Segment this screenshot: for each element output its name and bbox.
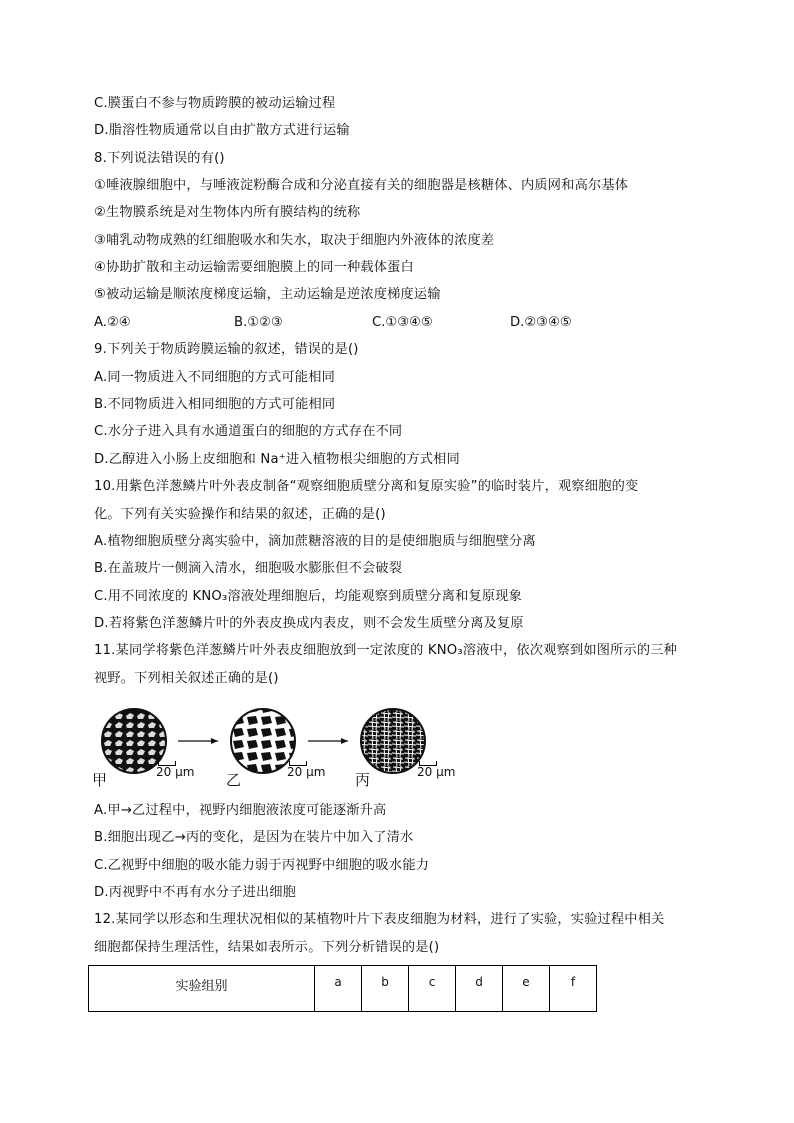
arrow-1-head bbox=[211, 738, 218, 744]
q8-statement-1: ①唾液腺细胞中，与唾液淀粉酶合成和分泌直接有关的细胞器是核糖体、内质网和高尔基体 bbox=[94, 178, 629, 193]
q10-stem-line1: 10.用紫色洋葱鳞片叶外表皮制备“观察细胞质壁分离和复原实验”的临时装片，观察细胞的变 bbox=[94, 479, 639, 494]
table-header-cell: 实验组别 bbox=[89, 966, 315, 1012]
q8-option-d: D.②③④⑤ bbox=[510, 315, 572, 330]
q11-option-c: C.乙视野中细胞的吸水能力弱于丙视野中细胞的吸水能力 bbox=[94, 858, 430, 873]
q12-table bbox=[88, 965, 597, 1012]
q11-stem-line1: 11.某同学将紫色洋葱鳞片叶外表皮细胞放到一定浓度的 KNO₃溶液中，依次观察到如图所示的三种 bbox=[94, 643, 678, 658]
scale-bar-1: 20 μm bbox=[156, 765, 194, 779]
view-jia bbox=[102, 709, 166, 773]
q9-option-c: C.水分子进入具有水通道蛋白的细胞的方式存在不同 bbox=[94, 424, 403, 439]
view-bing bbox=[361, 709, 425, 773]
arrow-2-head bbox=[341, 738, 348, 744]
scale-bar-2: 20 μm bbox=[287, 765, 325, 779]
view-yi bbox=[231, 709, 295, 773]
table-col-d: d bbox=[456, 966, 503, 1012]
q8-option-a: A.②④ bbox=[94, 315, 131, 330]
q11-figure bbox=[92, 703, 472, 795]
q7-option-c: C.膜蛋白不参与物质跨膜的被动运输过程 bbox=[94, 96, 336, 111]
table-row bbox=[89, 966, 597, 1012]
q10-option-b: B.在盖玻片一侧滴入清水，细胞吸水膨胀但不会破裂 bbox=[94, 561, 403, 576]
q8-statement-5: ⑤被动运输是顺浓度梯度运输，主动运输是逆浓度梯度运输 bbox=[94, 287, 441, 302]
label-jia: 甲 bbox=[92, 771, 108, 789]
q12-stem-line2: 细胞都保持生理活性，结果如表所示。下列分析错误的是() bbox=[94, 940, 440, 955]
q11-option-b: B.细胞出现乙→丙的变化，是因为在装片中加入了清水 bbox=[94, 830, 414, 845]
q8-stem: 8.下列说法错误的有() bbox=[94, 151, 225, 166]
q11-stem-line2: 视野。下列相关叙述正确的是() bbox=[94, 671, 279, 686]
q10-stem-line2: 化。下列有关实验操作和结果的叙述，正确的是() bbox=[94, 507, 386, 522]
figure-drawing bbox=[92, 703, 472, 795]
q12-stem-line1: 12.某同学以形态和生理状况相似的某植物叶片下表皮细胞为材料，进行了实验，实验过程中相关 bbox=[94, 912, 665, 927]
label-bing: 丙 bbox=[355, 771, 371, 789]
q10-option-a: A.植物细胞质壁分离实验中，滴加蔗糖溶液的目的是使细胞质与细胞壁分离 bbox=[94, 534, 536, 549]
q11-option-a: A.甲→乙过程中，视野内细胞液浓度可能逐渐升高 bbox=[94, 803, 387, 818]
table-col-f: f bbox=[550, 966, 597, 1012]
q10-option-d: D.若将紫色洋葱鳞片叶的外表皮换成内表皮，则不会发生质壁分离及复原 bbox=[94, 616, 524, 631]
q7-option-d: D.脂溶性物质通常以自由扩散方式进行运输 bbox=[94, 123, 350, 138]
q10-option-c: C.用不同浓度的 KNO₃溶液处理细胞后，均能观察到质壁分离和复原现象 bbox=[94, 589, 523, 604]
table-col-a: a bbox=[315, 966, 362, 1012]
q8-option-b: B.①②③ bbox=[234, 315, 283, 330]
q8-option-c: C.①③④⑤ bbox=[372, 315, 433, 330]
q9-option-d: D.乙醇进入小肠上皮细胞和 Na⁺进入植物根尖细胞的方式相同 bbox=[94, 452, 460, 467]
scale-bar-3: 20 μm bbox=[417, 765, 455, 779]
q9-option-b: B.不同物质进入相同细胞的方式可能相同 bbox=[94, 397, 336, 412]
table-col-b: b bbox=[362, 966, 409, 1012]
q11-option-d: D.丙视野中不再有水分子进出细胞 bbox=[94, 885, 297, 900]
q8-statement-3: ③哺乳动物成熟的红细胞吸水和失水，取决于细胞内外液体的浓度差 bbox=[94, 233, 495, 248]
q9-option-a: A.同一物质进入不同细胞的方式可能相同 bbox=[94, 370, 335, 385]
label-yi: 乙 bbox=[226, 771, 242, 789]
q8-statement-4: ④协助扩散和主动运输需要细胞膜上的同一种载体蛋白 bbox=[94, 260, 414, 275]
q8-statement-2: ②生物膜系统是对生物体内所有膜结构的统称 bbox=[94, 205, 361, 220]
q9-stem: 9.下列关于物质跨膜运输的叙述，错误的是() bbox=[94, 342, 359, 357]
table-col-c: c bbox=[409, 966, 456, 1012]
table-col-e: e bbox=[503, 966, 550, 1012]
